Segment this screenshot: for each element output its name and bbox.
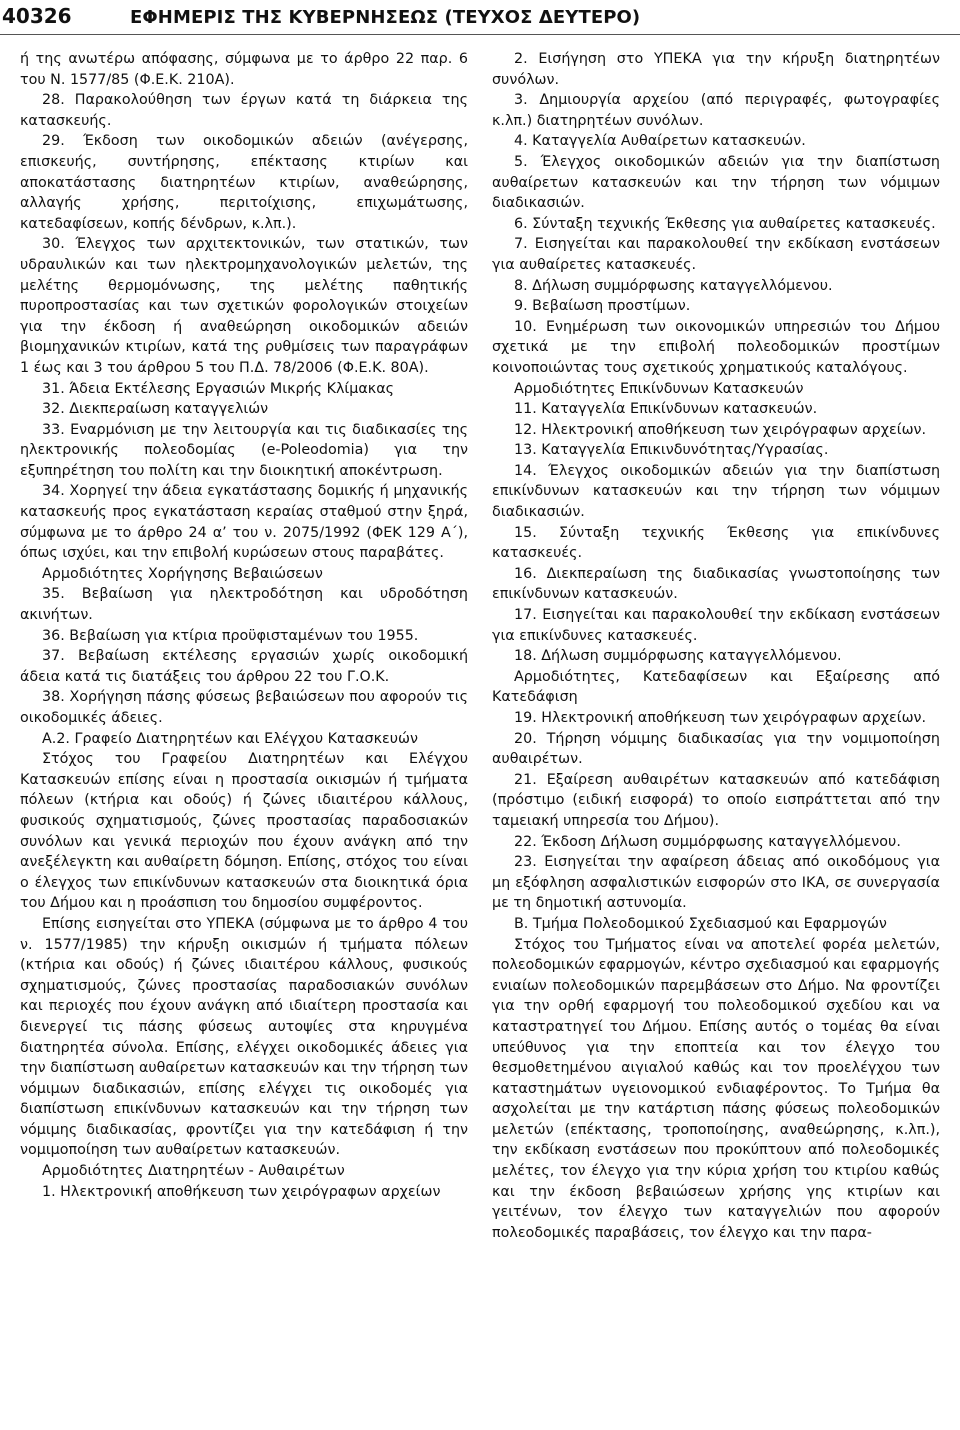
paragraph: 20. Τήρηση νόμιμης διαδικασίας για την νομιμοποίηση αυθαιρέτων. (492, 730, 940, 768)
paragraph: Στόχος του Γραφείου Διατηρητέων και Ελέγχου Κατασκευών επίσης είναι η προστασία οικισμών ή τμήματα πόλεων (κτήρια και οδούς) ή ζώνες ιδιαιτέρου κάλλους, φυσικούς σχηματισμούς, ζώνες προστασίας παραδοσιακών συνόλων και γενικά περιοχών που έχουν ανάγκη από την ανεξέλεγκτη και αυθαίρετη δόμηση. Επίσης, στόχος του είναι ο έλεγχος των επικίνδυνων κατασκευών στα διοικητικά όρια του Δήμου και η προάσπιση του δημοσίου συμφέροντος. (20, 751, 468, 912)
paragraph: Αρμοδιότητες, Κατεδαφίσεων και Εξαίρεσης από Κατεδάφιση (492, 668, 940, 706)
paragraph: 28. Παρακολούθηση των έργων κατά τη διάρκεια της κατασκευής. (20, 92, 468, 129)
paragraph: 30. Έλεγχος των αρχιτεκτονικών, των στατικών, των υδραυλικών και των ηλεκτρομηχανολογικών μελετών, της μελέτης θερμομόνωσης, της μελέτης παθητικής πυροπροστασίας και των σχετικών φορολογικών στοιχείων για την έκδοση ή αναθεώρηση οικοδομικών αδειών βιομηχανικών κτιρίων, κατά της ρυθμίσεις των παραγράφων 1 έως και 3 του άρθρου 5 του Π.Δ. 78/2006 (Φ.Ε.Κ. 80Α). (20, 236, 468, 376)
paragraph: 9. Βεβαίωση προστίμων. (514, 298, 691, 315)
paragraph: 31. Άδεια Εκτέλεσης Εργασιών Μικρής Κλίμακας (42, 380, 395, 397)
paragraph: 15. Σύνταξη τεχνικής Έκθεσης για επικίνδυνες κατασκευές. (492, 524, 940, 562)
paragraph: Β. Τμήμα Πολεοδομικού Σχεδιασμού και Εφαρμογών (514, 915, 887, 932)
paragraph: Επίσης εισηγείται στο ΥΠΕΚΑ (σύμφωνα με το άρθρο 4 του ν. 1577/1985) την κήρυξη οικισμών ή τμήματα πόλεων (κτήρια και οδούς) ή ζώνες ιδιαιτέρου κάλλους, φυσικούς σχηματισμούς, ζώνες προστασίας παραδοσιακών συνόλων και περιοχές που έχουν ανάγκη από ιδιαίτερη προστασία και διενεργεί τις πάσης φύσεως αυτοψίες στα κηρυγμένα διατηρητέα σύνολα. Επίσης, ελέγχει οικοδομικές άδειες για την διαπίστωση αυθαίρετων κατασκευών και την τήρηση των νόμιμων διαδικασιών, επίσης ελέγχει τις οικοδομές για διαπίστωση επικίνδυνων κατασκευών και την τήρηση των νόμιμης διαδικασίας, φροντίζει για την κατεδάφιση ή την νομιμοποίηση των αυθαίρετων κατασκευών. (20, 915, 468, 1159)
gazette-title: ΕΦΗΜΕΡΙΣ ΤΗΣ ΚΥΒΕΡΝΗΣΕΩΣ (ΤΕΥΧΟΣ ΔΕΥΤΕΡΟ) (130, 7, 641, 28)
paragraph: 8. Δήλωση συμμόρφωσης καταγγελλόμενου. (514, 277, 833, 294)
paragraph: 32. Διεκπεραίωση καταγγελιών (42, 401, 269, 418)
page-number: 40326 (2, 4, 72, 28)
paragraph: 6. Σύνταξη τεχνικής Έκθεσης για αυθαίρετες κατασκευές. (514, 215, 936, 232)
page-header (0, 0, 960, 35)
paragraph: 7. Εισηγείται και παρακολουθεί την εκδίκαση ενστάσεων για αυθαίρετες κατασκευές. (492, 236, 940, 273)
paragraph: 12. Ηλεκτρονική αποθήκευση των χειρόγραφων αρχείων. (514, 421, 927, 438)
paragraph: 13. Καταγγελία Επικινδυνότητας/Υγρασίας. (514, 442, 829, 459)
paragraph: 5. Έλεγχος οικοδομικών αδειών για την διαπίστωση αυθαίρετων κατασκευών και την τήρηση των νόμιμων διαδικασιών. (492, 153, 940, 212)
paragraph: 35. Βεβαίωση για ηλεκτροδότηση και υδροδότηση ακινήτων. (20, 586, 468, 624)
paragraph: 16. Διεκπεραίωση της διαδικασίας γνωστοποίησης των επικίνδυνων κατασκευών. (492, 565, 940, 603)
paragraph: 19. Ηλεκτρονική αποθήκευση των χειρόγραφων αρχείων. (514, 710, 927, 726)
right-column (492, 49, 940, 1243)
paragraph: Α.2. Γραφείο Διατηρητέων και Ελέγχου Κατασκευών (42, 730, 418, 747)
paragraph: Αρμοδιότητες Διατηρητέων - Αυθαιρέτων (42, 1163, 345, 1180)
paragraph: 18. Δήλωση συμμόρφωσης καταγγελλόμενου. (514, 648, 842, 665)
paragraph: 10. Ενημέρωση των οικονομικών υπηρεσιών του Δήμου σχετικά με την επιβολή πολεοδομικών προστίμων κοινοποιώντας τους σχετικούς χρηματικούς καταλόγους. (492, 318, 940, 376)
paragraph: 34. Χορηγεί την άδεια εγκατάστασης δομικής ή μηχανικής κατασκευής προς εγκατάσταση κεραίας σταθμού στην ξηρά, σύμφωνα με το άρθρο 24 α’ του ν. 2075/1992 (ΦΕΚ 129 Α΄), όπως ισχύει, και την επιβολή κυρώσεων στους παραβάτες. (20, 483, 468, 562)
paragraph: 22. Έκδοση Δήλωση συμμόρφωσης καταγγελλόμενου. (514, 833, 901, 850)
paragraph: 1. Ηλεκτρονική αποθήκευση των χειρόγραφων αρχείων (42, 1183, 441, 1200)
paragraph: ή της ανωτέρω απόφασης, σύμφωνα με το άρθρο 22 παρ. 6 του Ν. 1577/85 (Φ.Ε.Κ. 210Α). (20, 51, 468, 88)
paragraph: Αρμοδιότητες Χορήγησης Βεβαιώσεων (42, 565, 323, 582)
paragraph: Στόχος του Τμήματος είναι να αποτελεί φορέα μελετών, πολεοδομικών εφαρμογών, κέντρο σχεδιασμού και εφαρμογής ενιαίων πολεοδομικών παρεμβάσεων στο Δήμο. Να φροντίζει για την ορθή εφαρμογή του πολεοδομικού σχεδίου και να καταστρατηγεί του Δήμου. Επίσης αυτός ο τομέας θα είναι υπεύθυνος για την εποπτεία και τον έλεγχο του θεσμοθετημένου αιγιαλού καθώς και τον προελέγχου των καταστημάτων υγειονομικού ενδιαφέροντος. Το Τμήμα θα ασχολείται με την κατάρτιση πάσης φύσεως πολεοδομικών μελετών (επέκτασης, τροποποίησης, αναθεώρησης, κ.λπ.), την εκδίκαση ενστάσεων που προκύπτουν από πολεοδομικές μελέτες, τον έλεγχο για την κύρια χρήση του κτιρίου καθώς και την έκδοση βεβαιώσεων χρήσης γης κτιρίων και γειτένων, τον έλεγχο των καταγγελιών που αφορούν πολεοδομικές παραβάσεις, τον έλεγχο και την παρα- (492, 936, 940, 1241)
paragraph: Αρμοδιότητες Επικίνδυνων Κατασκευών (514, 380, 804, 397)
paragraph: 33. Εναρμόνιση με την λειτουργία και τις διαδικασίες της ηλεκτρονικής πολεοδομίας (e-Poleodomia) για την εξυπηρέτηση του πολίτη και την διοικητική αποκέντρωση. (20, 421, 468, 479)
paragraph: 11. Καταγγελία Επικίνδυνων κατασκευών. (514, 401, 818, 418)
left-column (20, 49, 468, 1243)
paragraph: 3. Δημιουργία αρχείου (από περιγραφές, φωτογραφίες κ.λπ.) διατηρητέων συνόλων. (492, 92, 940, 129)
paragraph: 17. Εισηγείται και παρακολουθεί την εκδίκαση ενστάσεων για επικίνδυνες κατασκευές. (492, 607, 940, 644)
paragraph: 2. Εισήγηση στο ΥΠΕΚΑ για την κήρυξη διατηρητέων συνόλων. (492, 51, 940, 88)
text-columns (20, 49, 940, 1243)
paragraph: 36. Βεβαίωση για κτίρια προϋφισταμένων του 1955. (42, 627, 419, 644)
paragraph: 23. Εισηγείται την αφαίρεση άδειας από οικοδόμους για μη εξόφληση ασφαλιστικών εισφορών στο ΙΚΑ, σε συνεργασία με τη δημοτική αστυνομία. (492, 854, 940, 912)
paragraph: 21. Εξαίρεση αυθαιρέτων κατασκευών από κατεδάφιση (πρόστιμο (ειδική εισφορά) το οποίο εισπράττεται από την ταμειακή υπηρεσία του Δήμου). (492, 771, 940, 829)
paragraph: 4. Καταγγελία Αυθαίρετων κατασκευών. (514, 133, 806, 150)
paragraph: 14. Έλεγχος οικοδομικών αδειών για την διαπίστωση επικίνδυνων κατασκευών και την τήρηση των νόμιμων διαδικασιών. (492, 462, 940, 521)
paragraph: 38. Χορήγηση πάσης φύσεως βεβαιώσεων που αφορούν τις οικοδομικές άδειες. (20, 689, 468, 726)
paragraph: 29. Έκδοση των οικοδομικών αδειών (ανέγερσης, επισκευής, συντήρησης, επέκτασης κτιρίων και αποκατάστασης διατηρητέων κτιρίων, αναθεώρησης, αλλαγής χρήσης, περιτοίχισης, επιχωμάτωσης, κατεδαφίσεων, κοπής δένδρων, κ.λπ.). (20, 133, 468, 232)
paragraph: 37. Βεβαίωση εκτέλεσης εργασιών χωρίς οικοδομική άδεια κατά τις διατάξεις του άρθρου 22 του Γ.Ο.Κ. (20, 648, 468, 685)
